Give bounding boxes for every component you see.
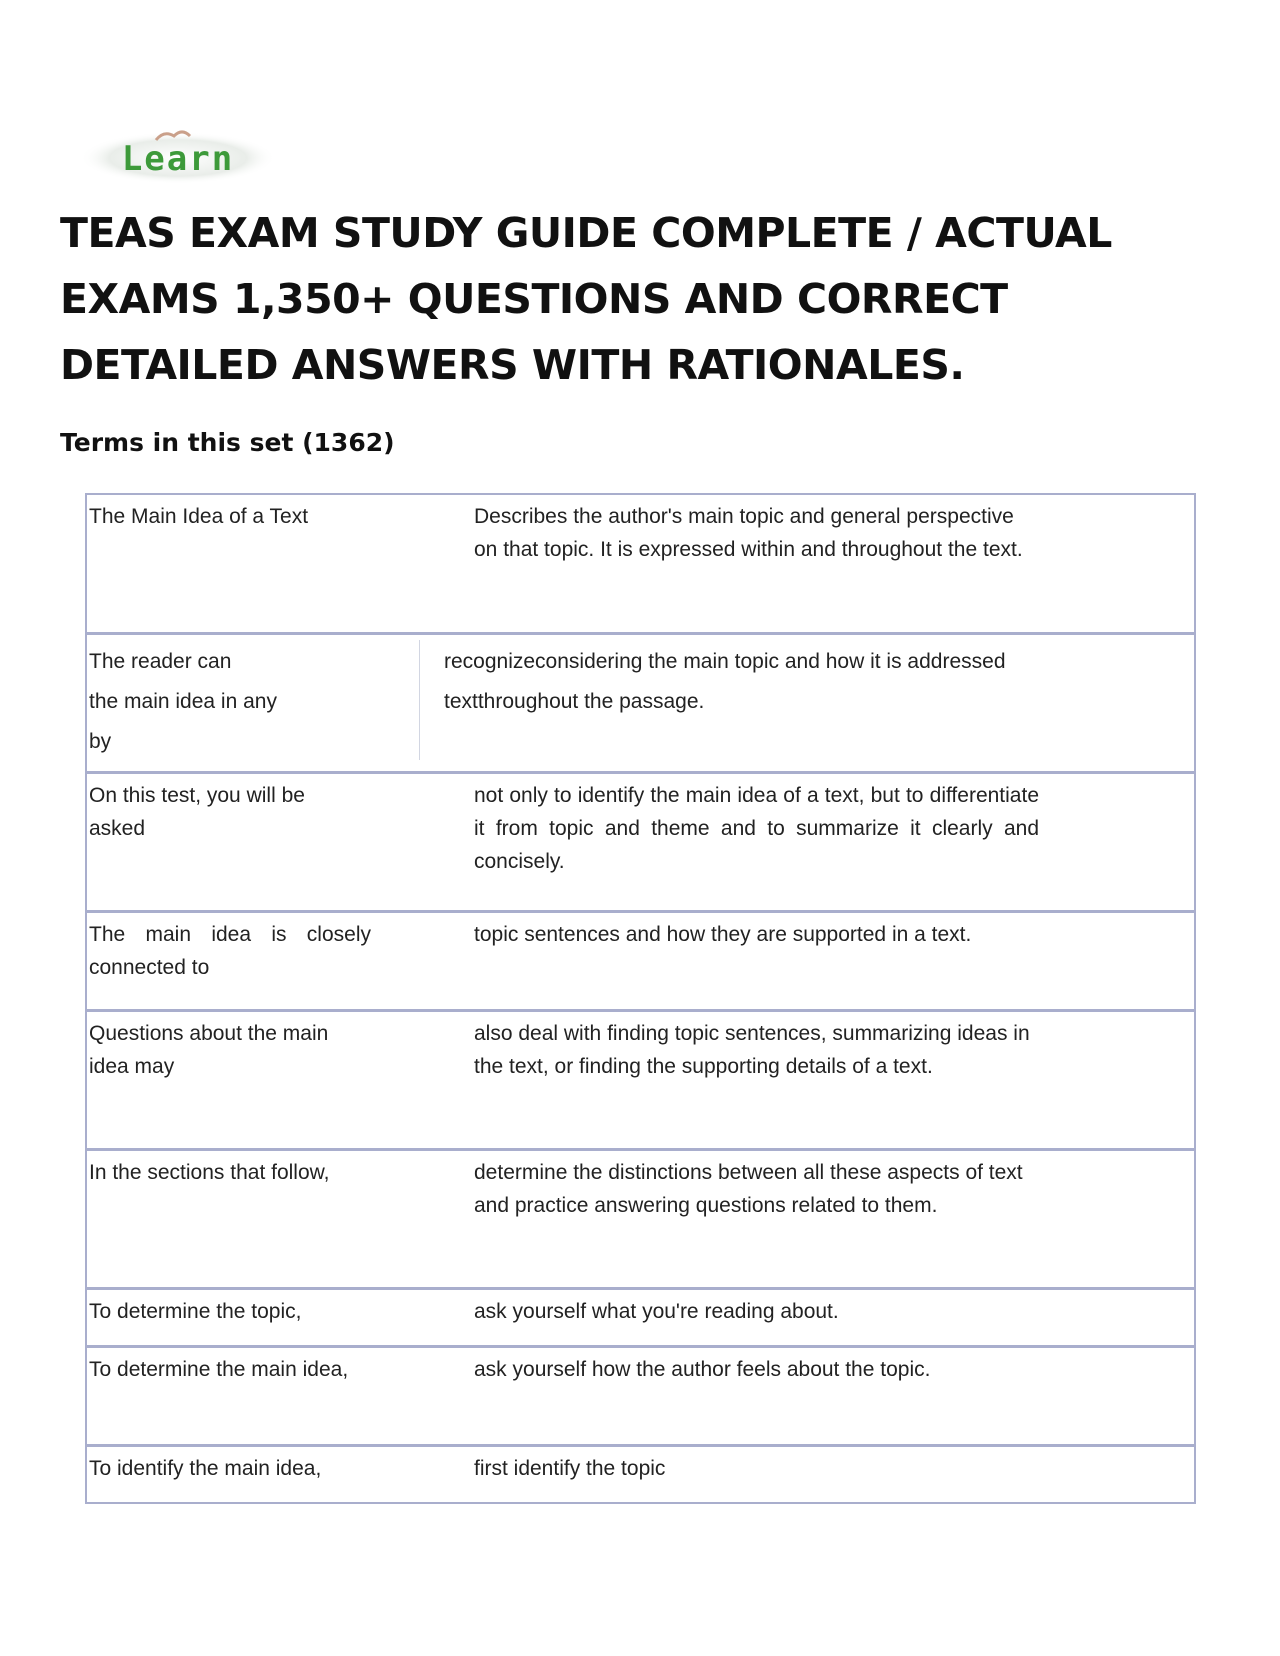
title-line-2: EXAMS 1,350+ QUESTIONS AND CORRECT [60,275,1008,323]
definition-line: recognizeconsidering the main topic and how it is addressed [444,649,1006,673]
term-cell: The Main Idea of a Text [89,505,309,528]
terms-count-heading: Terms in this set (1362) [60,428,395,457]
definition-cell: Describes the author's main topic and general perspective on that topic. It is expressed within and throughout the text. [474,505,1023,561]
title-line-1: TEAS EXAM STUDY GUIDE COMPLETE / ACTUAL [60,209,1112,257]
term-cell: To determine the main idea, [89,1357,349,1381]
term-line: The reader can [89,649,232,673]
definition-cell [389,633,1195,772]
definition-cell: also deal with finding topic sentences, summarizing ideas in the text, or finding the supporting details of a text. [474,1021,1030,1078]
definition-line: textthroughout the passage. [444,689,705,713]
term-cell: The main idea is closely connected to [89,922,371,979]
learn-logo [78,128,278,186]
table-row [86,494,1195,633]
definition-cell: ask yourself what you're reading about. [474,1299,839,1323]
term-line: the main idea in any [89,689,277,713]
term-cell: To identify the main idea, [89,1456,322,1480]
term-cell [86,633,389,772]
table-row [86,1288,1195,1346]
table-row [86,1149,1195,1288]
term-cell: On this test, you will be asked [89,783,305,840]
table-row [86,1010,1195,1149]
table-row [86,1445,1195,1503]
definition-cell: ask yourself how the author feels about the topic. [474,1357,931,1381]
definition-cell: first identify the topic [474,1456,666,1480]
terms-table [85,493,1196,1504]
title-line-3: DETAILED ANSWERS WITH RATIONALES. [60,341,965,389]
table-row [86,772,1195,911]
table-row [86,633,1195,772]
definition-cell: not only to identify the main idea of a text, but to differentiate it from topic and theme and to summarize it clearly and concisely. [474,783,1039,873]
table-row [86,1346,1195,1445]
definition-cell: topic sentences and how they are supported in a text. [474,922,972,946]
term-cell: To determine the topic, [89,1299,302,1323]
logo-text: Learn [121,139,235,179]
term-cell: Questions about the main idea may [89,1021,329,1078]
document-title [60,200,1180,398]
table-row [86,911,1195,1010]
term-line: by [89,729,112,753]
definition-cell: determine the distinctions between all these aspects of text and practice answering questions related to them. [474,1160,1023,1217]
term-cell: In the sections that follow, [89,1160,330,1184]
